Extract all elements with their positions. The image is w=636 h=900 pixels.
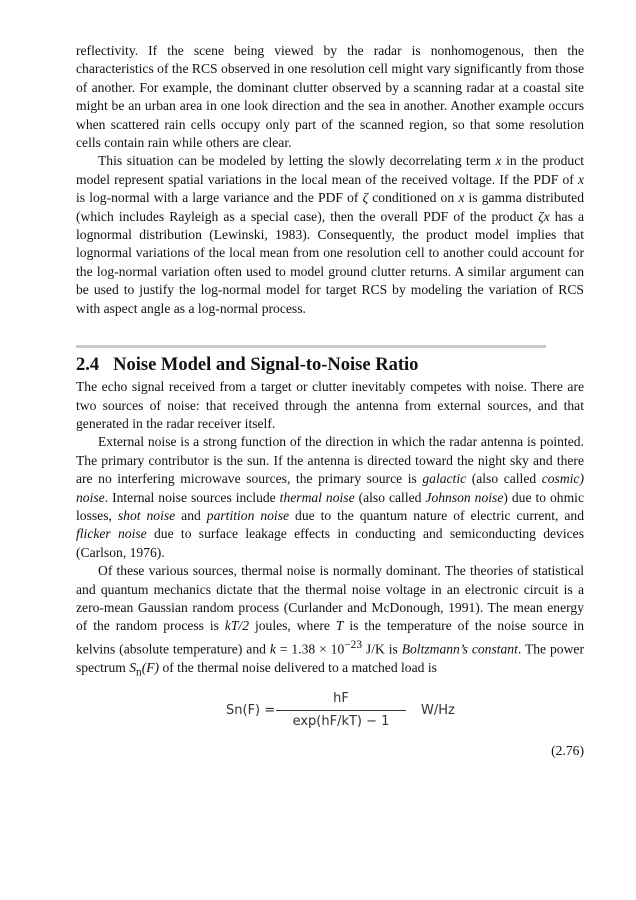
section-number: 2.4 [76,355,100,376]
equation-unit: W/Hz [421,702,455,718]
section-title: Noise Model and Signal-to-Noise Ratio [113,355,419,376]
equation-fraction [276,690,406,732]
page-content [76,42,584,760]
paragraph-product-model: This situation can be modeled by letting the slowly decorrelating term x in the product model represent spatial variations in the local mean of the received voltage. If the PDF of x is log-normal with a large variance and the PDF of ζ conditioned on x is gamma distributed (which includes Rayleigh as a special case), then the overall PDF of the product ζx has a lognormal distribution (Lewinski, 1983). Consequently, the product model implies that lognormal variations of the local mean from one resolution cell to another could account for the log-normal variation often used to model ground clutter returns. A similar argument can be used to justify the log-normal model for target RCS by modeling the variation of RCS with aspect angle as a log-normal process. [76,153,585,316]
equation-denominator: exp(hF/kT) − 1 [292,714,390,730]
section-heading [76,354,584,376]
equation-number: (2.76) [551,742,584,758]
section-divider [76,345,546,348]
equation-numerator: hF [276,690,406,711]
paragraph-noise-intro: The echo signal received from a target or clutter inevitably competes with noise. There are two sources of noise: that received through the antenna from external sources, and that generated in the radar receiver itself. [76,379,584,431]
equation-lhs: Sn(F) = [226,702,276,718]
equation-noise-power-spectrum [76,690,584,736]
paragraph-thermal-noise: Of these various sources, thermal noise is normally dominant. The theories of statistical and quantum mechanics dictate that the thermal noise voltage in an electronic circuit is a zero-mean Gaussian random process (Curlander and McDonough, 1991). The mean energy of the random process is kT/2 joules, where T is the temperature of the noise source in kelvins (absolute temperature) and $k = 1.38 \times 10^{-23}$ J/K is Boltzmann’s constant. The power spectrum $S_n(F)$ of the thermal noise delivered to a matched load is [76,563,584,679]
paragraph-external-noise: External noise is a strong function of the direction in which the radar antenna is pointed. The primary contributor is the sun. If the antenna is directed toward the night sky and there are no interfering microwave sources, the primary source is galactic (also called cosmic) noise. Internal noise sources include thermal noise (also called Johnson noise) due to ohmic losses, shot noise and partition noise due to the quantum nature of electric current, and flicker noise due to surface leakage effects in conducting and semiconducting devices (Carlson, 1976). [76,434,584,560]
paragraph-rcs-reflectivity: reflectivity. If the scene being viewed by the radar is nonhomogenous, then the characteristics of the RCS observed in one resolution cell might vary significantly from those of another. For example, the dominant clutter observed by a scanning radar at a coastal site might be an urban area in one look direction and the sea in another. Another example occurs when scattered rain cells occupy only part of the scanned region, so that some resolution cells contain rain while others are clear. [76,43,584,151]
